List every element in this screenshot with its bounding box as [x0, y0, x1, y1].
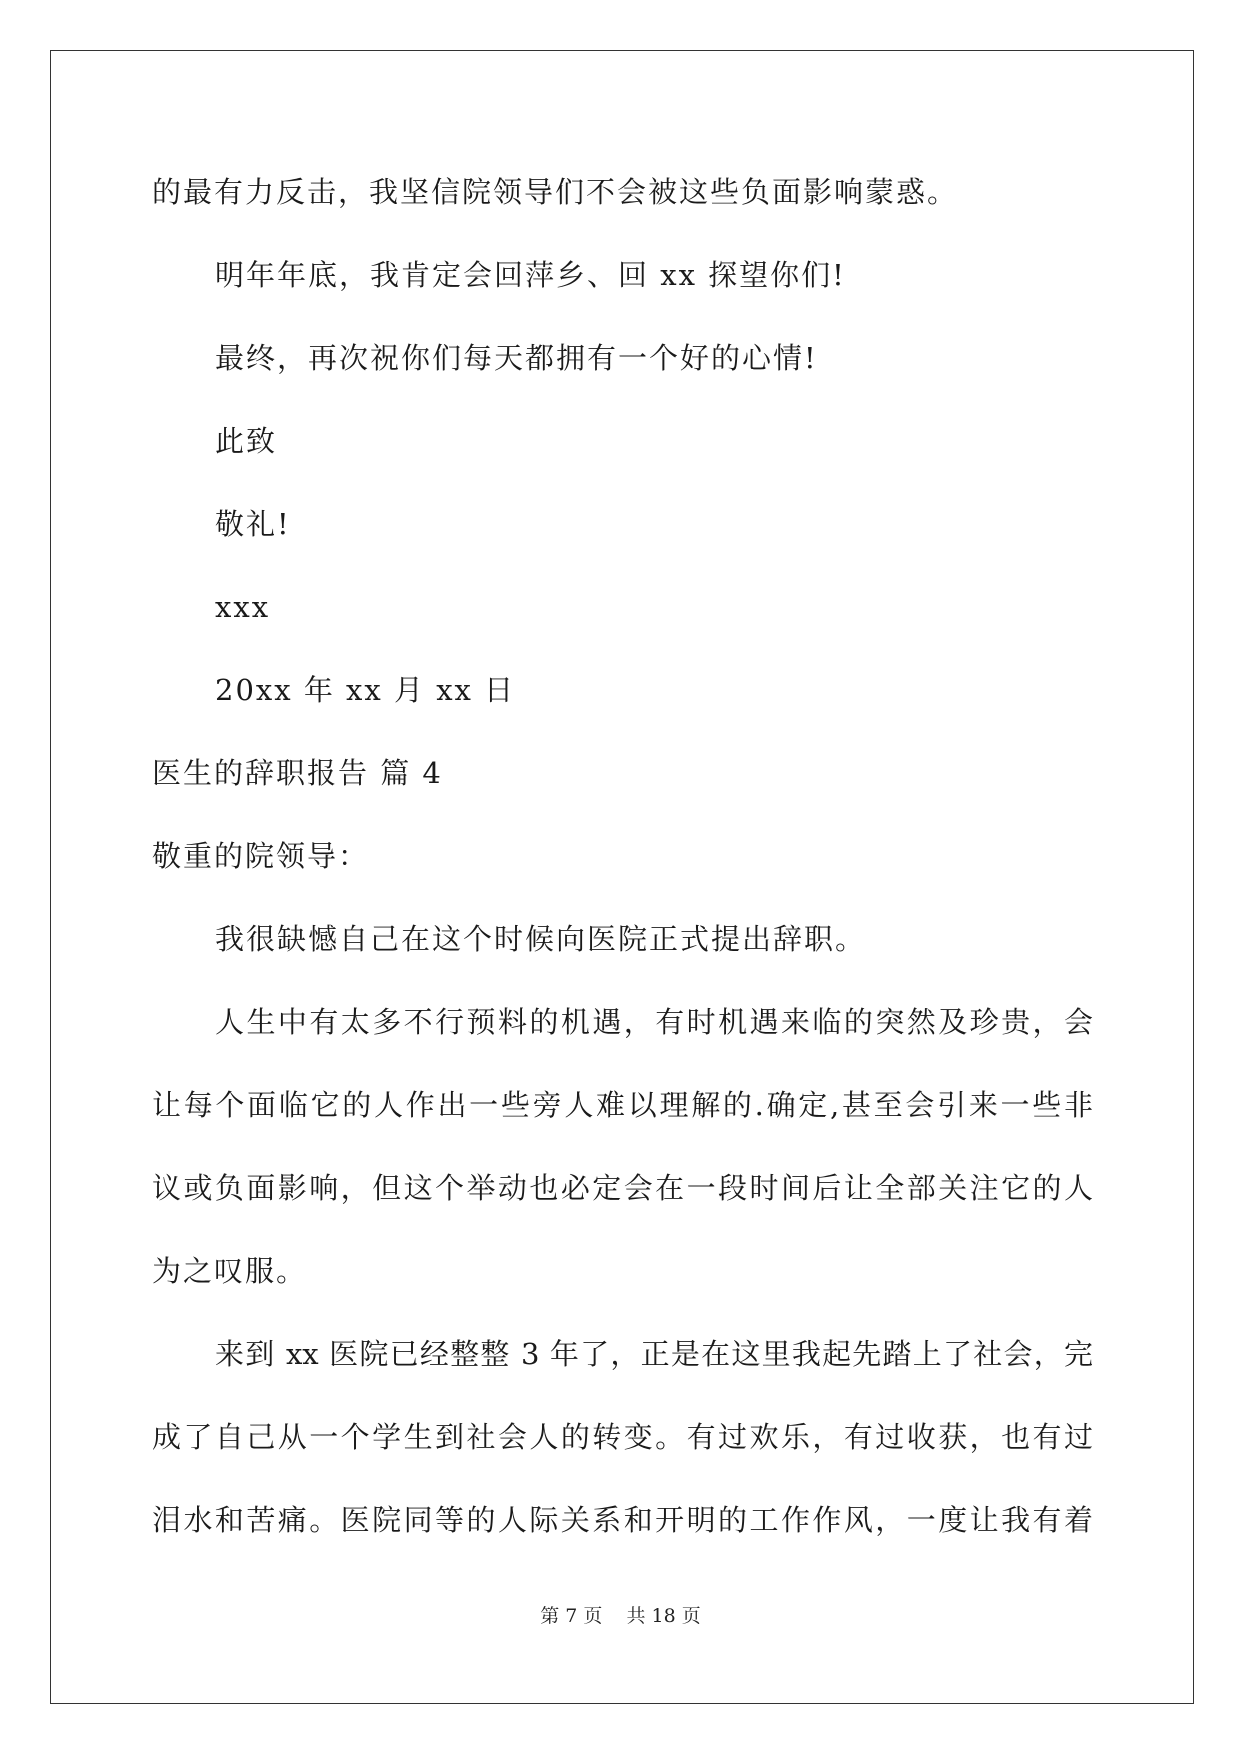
- page-footer: [0, 1604, 1241, 1628]
- body-line: 我很缺憾自己在这个时候向医院正式提出辞职。: [215, 922, 867, 956]
- body-line: 议或负面影响，但这个举动也必定会在一段时间后让全部关注它的人: [152, 1171, 1093, 1205]
- signature-date: 20xx 年 xx 月 xx 日: [215, 673, 516, 707]
- body-line: 最终，再次祝你们每天都拥有一个好的心情!: [215, 341, 818, 375]
- body-line: 泪水和苦痛。医院同等的人际关系和开明的工作作风，一度让我有着: [152, 1503, 1093, 1537]
- signature-name: xxx: [215, 590, 271, 624]
- closing-salutation: 此致: [215, 424, 278, 458]
- page-total: 共 18 页: [626, 1605, 701, 1627]
- body-line: 人生中有太多不行预料的机遇，有时机遇来临的突然及珍贵，会: [215, 1005, 1093, 1039]
- body-line: 让每个面临它的人作出一些旁人难以理解的.确定,甚至会引来一些非: [152, 1088, 1093, 1122]
- body-line: 为之叹服。: [152, 1254, 308, 1288]
- greeting: 敬重的院领导：: [152, 839, 370, 873]
- body-line: 的最有力反击，我坚信院领导们不会被这些负面影响蒙惑。: [152, 175, 959, 209]
- body-line: 来到 xx 医院已经整整 3 年了，正是在这里我起先踏上了社会，完: [215, 1337, 1093, 1371]
- body-line: 明年年底，我肯定会回萍乡、回 xx 探望你们!: [215, 258, 846, 292]
- body-line: 成了自己从一个学生到社会人的转变。有过欢乐，有过收获，也有过: [152, 1420, 1093, 1454]
- section-heading: 医生的辞职报告 篇 4: [152, 756, 443, 790]
- closing-regards: 敬礼!: [215, 507, 291, 541]
- page-number: 第 7 页: [540, 1605, 603, 1627]
